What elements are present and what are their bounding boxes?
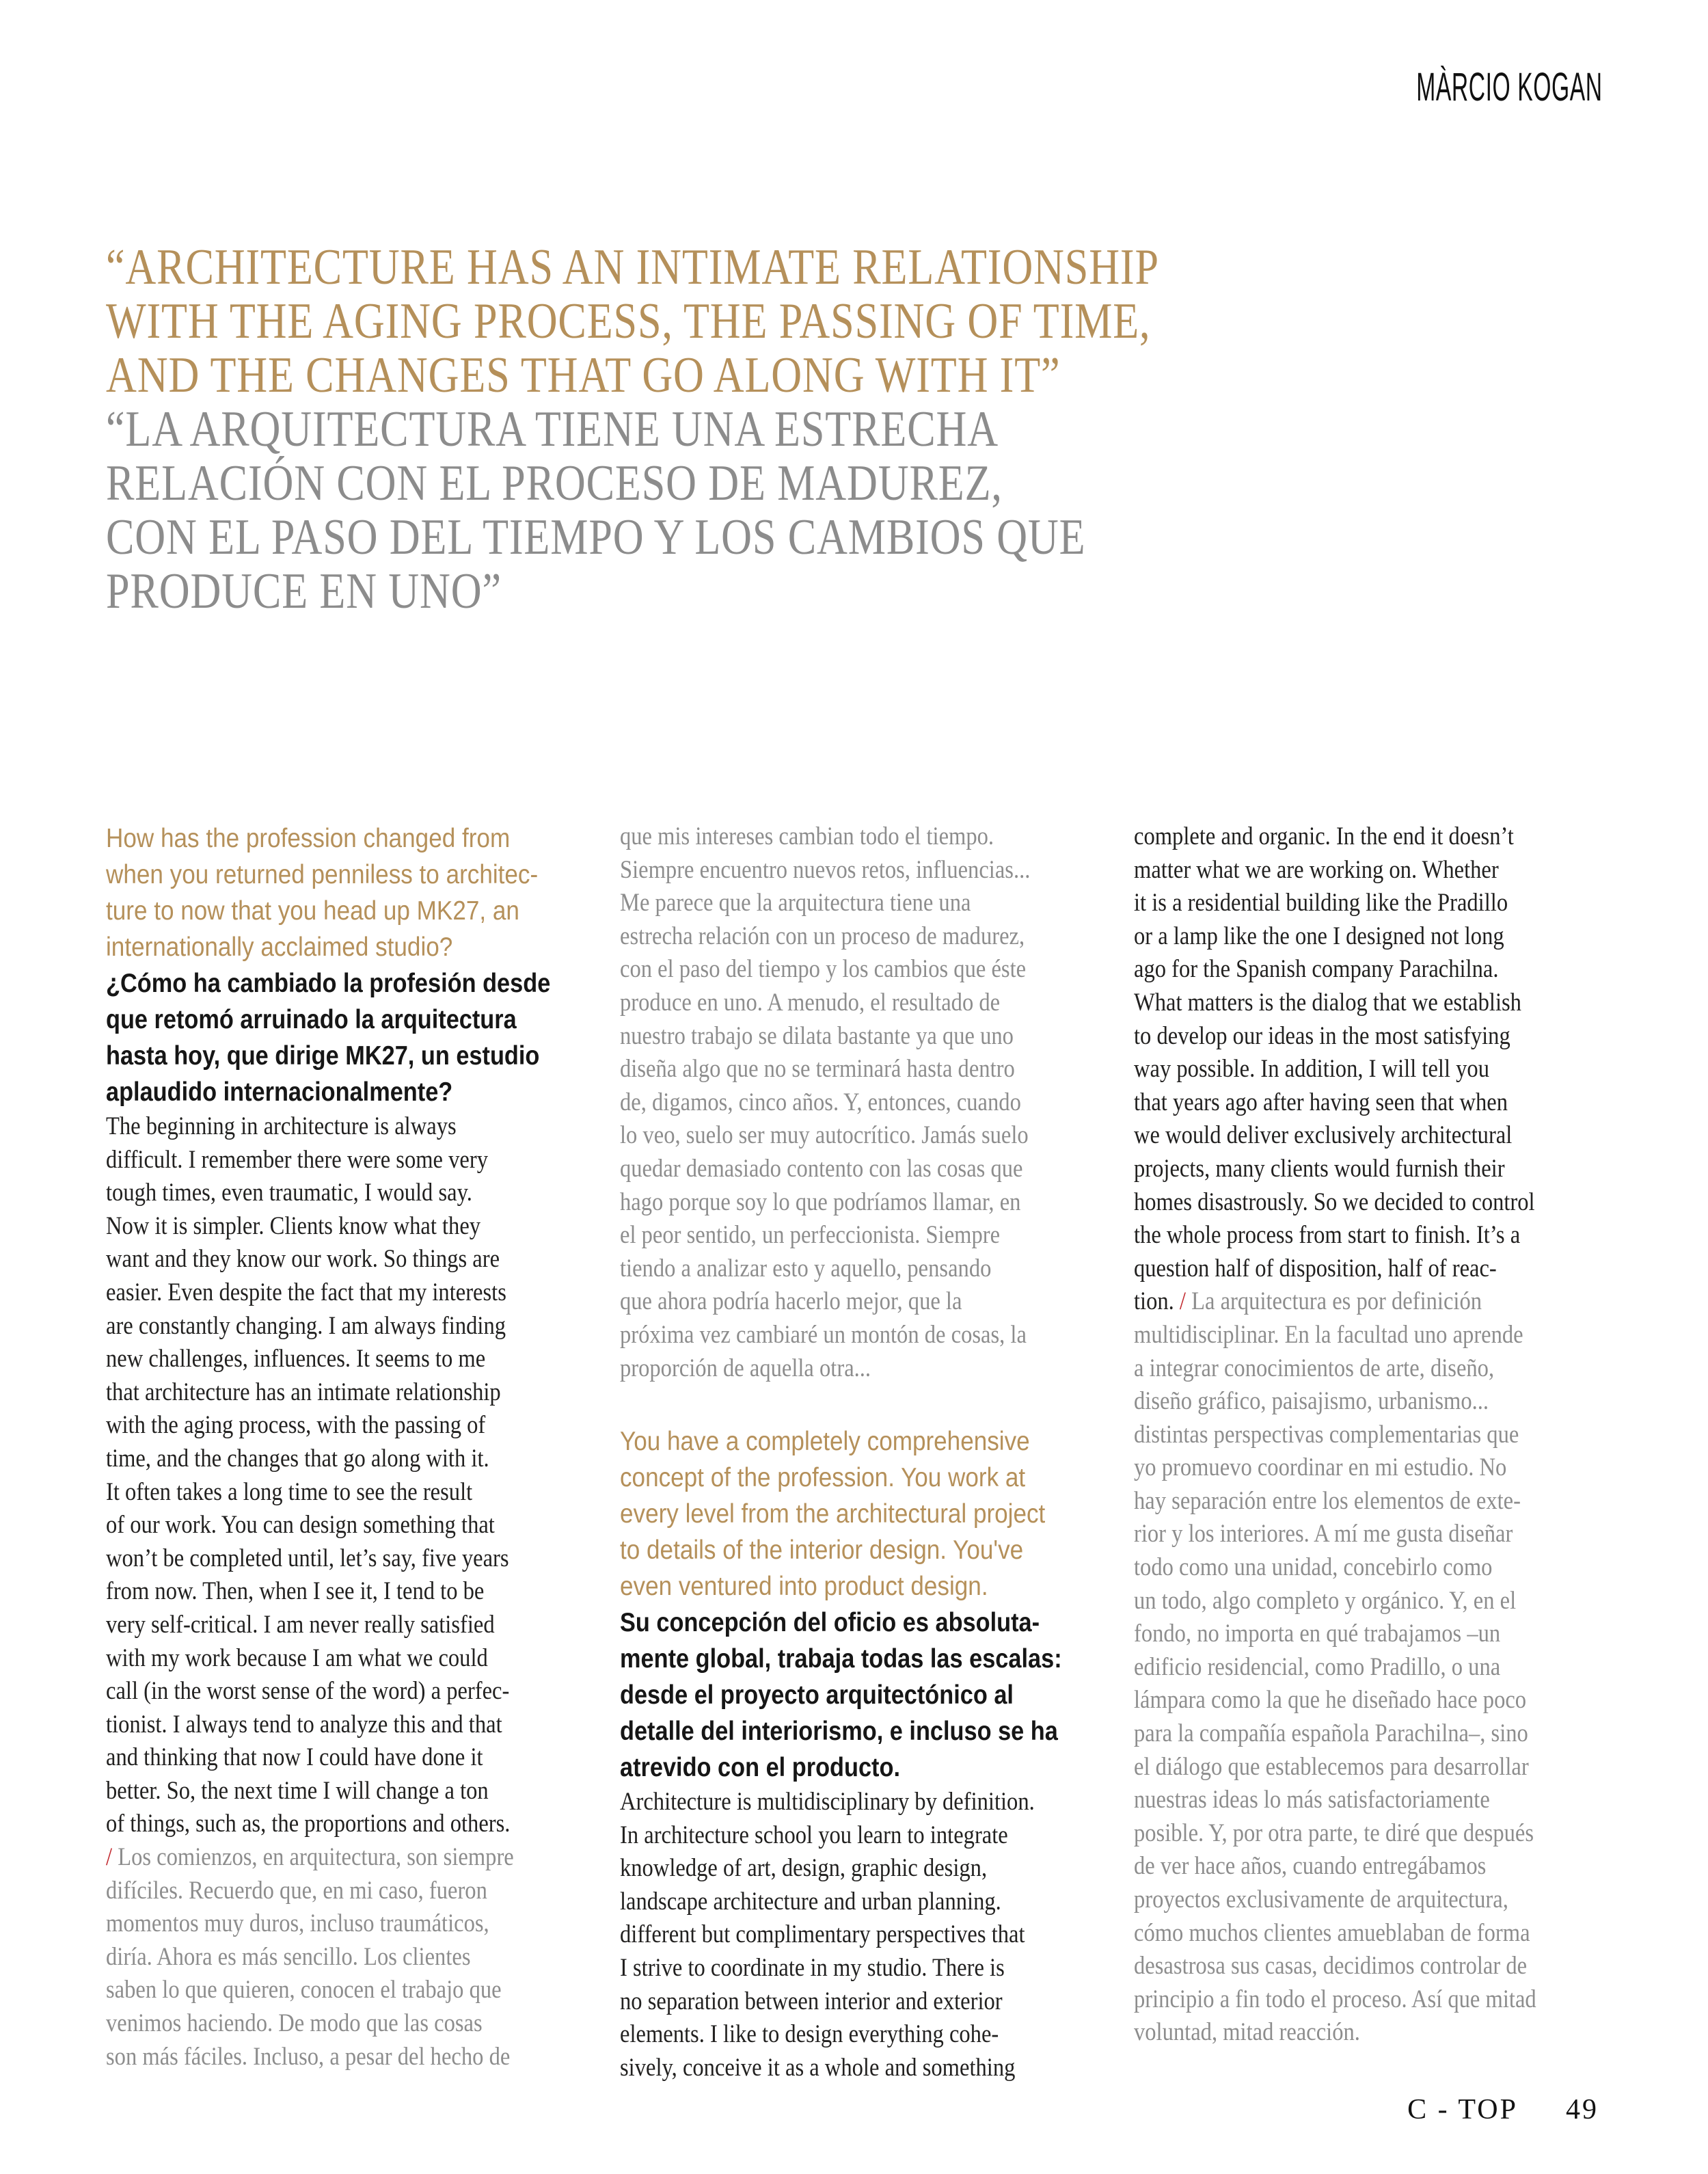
text-line: projects, many clients would furnish their: [1134, 1154, 1505, 1183]
text-line: edificio residencial, como Pradillo, o una: [1134, 1652, 1501, 1681]
segment-answer-es: [1134, 1319, 1614, 2050]
article-columns: [106, 820, 1614, 2084]
text-line: desde el proyecto arquitectónico al: [620, 1680, 1014, 1710]
text-line: How has the profession changed from: [106, 824, 511, 853]
text-line: tough times, even traumatic, I would say.: [106, 1179, 472, 1207]
text-line: to details of the interior design. You've: [620, 1535, 1024, 1566]
text-line: of our work. You can design something that: [106, 1511, 495, 1540]
text-line: principio a fin todo el proceso. Así que mitad: [1134, 1985, 1536, 2013]
text-line: new challenges, influences. It seems to me: [106, 1345, 486, 1373]
text-line: from now. Then, when I see it, I tend to be: [106, 1577, 485, 1606]
text-line: different but complimentary perspectives that: [620, 1920, 1025, 1949]
text-line: produce en uno. A menudo, el resultado de: [620, 988, 1001, 1017]
article-column-3: [1134, 820, 1614, 2084]
text-line: rior y los interiores. A mí me gusta diseñar: [1134, 1520, 1513, 1548]
red-slash-separator: /: [1179, 1287, 1186, 1316]
text-span: La arquitectura es por definición: [1185, 1287, 1482, 1316]
text-line: way possible. In addition, I will tell you: [1134, 1055, 1489, 1084]
text-line: nuestras ideas lo más satisfactoriamente: [1134, 1786, 1490, 1814]
footer-page-number: 49: [1566, 2094, 1599, 2125]
text-line: [1134, 1285, 1557, 1319]
pull-quote: [106, 241, 1359, 619]
text-span: tion.: [1134, 1287, 1180, 1316]
text-line: distintas perspectivas complementarias que: [1134, 1420, 1519, 1449]
text-line: or a lamp like the one I designed not long: [1134, 922, 1504, 950]
text-line: won’t be completed until, let’s say, five years: [106, 1544, 509, 1572]
text-line: tiendo a analizar esto y aquello, pensando: [620, 1254, 992, 1283]
text-line: de ver hace años, cuando entregábamos: [1134, 1852, 1487, 1881]
text-line: The beginning in architecture is always: [106, 1112, 457, 1140]
text-line: internationally acclaimed studio?: [106, 932, 453, 962]
text-line: aplaudido internacionalmente?: [106, 1077, 453, 1107]
text-line: sively, conceive it as a whole and something: [620, 2053, 1016, 2082]
text-line: homes disastrously. So we decided to control: [1134, 1187, 1535, 1216]
text-line: posible. Y, por otra parte, te diré que después: [1134, 1819, 1534, 1847]
text-line: venimos haciendo. De modo que las cosas: [106, 2009, 483, 2038]
text-line: Su concepción del oficio es absoluta-: [620, 1608, 1040, 1638]
text-line: matter what we are working on. Whether: [1134, 855, 1499, 884]
text-line: we would deliver exclusively architectural: [1134, 1121, 1513, 1150]
text-line: estrecha relación con un proceso de madurez,: [620, 922, 1025, 950]
text-line: saben lo que quieren, conocen el trabajo que: [106, 1976, 502, 2004]
article-column-1: [106, 820, 586, 2084]
text-line: desastrosa sus casas, decidimos controlar de: [1134, 1952, 1528, 1981]
text-line: better. So, the next time I will change a ton: [106, 1776, 489, 1805]
segment-question-en: [620, 1423, 1100, 1605]
pull-quote-line-en: AND THE CHANGES THAT GO ALONG WITH IT”: [106, 347, 1061, 403]
text-line: with my work because I am what we could: [106, 1643, 488, 1672]
text-line: call (in the worst sense of the word) a perfec-: [106, 1677, 510, 1706]
pull-quote-line-en: WITH THE AGING PROCESS, THE PASSING OF TIME,: [106, 293, 1151, 349]
text-line: want and they know our work. So things are: [106, 1245, 500, 1274]
segment-question-en: [106, 820, 586, 965]
footer-magazine-title: C - TOP: [1407, 2094, 1518, 2125]
footer: [1407, 2093, 1599, 2126]
red-slash-separator: /: [106, 1843, 113, 1872]
text-line: momentos muy duros, incluso traumáticos,: [106, 1909, 489, 1938]
text-line: ture to now that you head up MK27, an: [106, 896, 519, 926]
text-line: are constantly changing. I am always finding: [106, 1311, 506, 1340]
segment-answer-en: [620, 1786, 1100, 2084]
article-column-2: [620, 820, 1100, 2084]
text-line: ago for the Spanish company Parachilna.: [1134, 955, 1499, 984]
pull-quote-line-en: “ARCHITECTURE HAS AN INTIMATE RELATIONSHIP: [106, 239, 1159, 295]
text-line: with the aging process, with the passing of: [106, 1411, 486, 1440]
text-line: hay separación entre los elementos de exte-: [1134, 1486, 1521, 1515]
text-line: no separation between interior and exterior: [620, 1987, 1003, 2015]
text-line: elements. I like to design everything cohe-: [620, 2020, 999, 2049]
text-line: You have a completely comprehensive: [620, 1427, 1030, 1457]
text-line: very self-critical. I am never really satisfied: [106, 1610, 495, 1639]
segment-answer-en: [1134, 820, 1614, 1319]
text-line: que mis intereses cambian todo el tiempo.: [620, 822, 994, 850]
text-line: to develop our ideas in the most satisfying: [1134, 1021, 1510, 1050]
text-line: para la compañía española Parachilna–, sino: [1134, 1719, 1528, 1748]
segment-question-es: [106, 965, 586, 1110]
text-line: próxima vez cambiaré un montón de cosas, la: [620, 1320, 1027, 1349]
text-line: mente global, trabaja todas las escalas:: [620, 1644, 1062, 1674]
text-line: diría. Ahora es más sencillo. Los clientes: [106, 1942, 471, 1971]
text-line: tionist. I always tend to analyze this and that: [106, 1710, 502, 1739]
segment-answer-en: [106, 1110, 586, 1841]
text-line: yo promuevo coordinar en mi estudio. No: [1134, 1453, 1507, 1482]
text-line: hasta hoy, que dirige MK27, un estudio: [106, 1041, 540, 1071]
text-line: ¿Cómo ha cambiado la profesión desde: [106, 969, 551, 998]
text-line: multidisciplinar. En la facultad uno aprende: [1134, 1320, 1523, 1349]
text-line: [106, 1841, 529, 1875]
text-line: lámpara como la que he diseñado hace poco: [1134, 1686, 1527, 1715]
text-line: diseño gráfico, paisajismo, urbanismo...: [1134, 1387, 1489, 1416]
text-span: Los comienzos, en arquitectura, son siempre: [112, 1843, 514, 1872]
text-line: proporción de aquella otra...: [620, 1354, 871, 1382]
page-header-author: MÀRCIO KOGAN: [1416, 65, 1603, 109]
text-line: even ventured into product design.: [620, 1572, 988, 1602]
text-line: Siempre encuentro nuevos retos, influencias...: [620, 855, 1031, 884]
text-line: detalle del interiorismo, e incluso se ha: [620, 1717, 1058, 1747]
text-line: que retomó arruinado la arquitectura: [106, 1005, 517, 1034]
segment-answer-es: [106, 1841, 586, 2074]
text-line: question half of disposition, half of reac-: [1134, 1254, 1497, 1283]
text-line: the whole process from start to finish. It’s a: [1134, 1221, 1521, 1250]
segment-answer-es: [620, 820, 1100, 1385]
text-line: and thinking that now I could have done it: [106, 1743, 483, 1772]
text-line: It often takes a long time to see the result: [106, 1477, 473, 1506]
text-line: cómo muchos clientes amueblaban de forma: [1134, 1918, 1530, 1947]
text-line: el peor sentido, un perfeccionista. Siempre: [620, 1221, 1001, 1250]
text-line: complete and organic. In the end it doesn’t: [1134, 822, 1514, 850]
text-line: knowledge of art, design, graphic design,: [620, 1854, 988, 1883]
text-line: que ahora podría hacerlo mejor, que la: [620, 1287, 962, 1316]
text-line: de, digamos, cinco años. Y, entonces, cuando: [620, 1088, 1021, 1116]
segment-question-es: [620, 1605, 1100, 1786]
pull-quote-line-es: “LA ARQUITECTURA TIENE UNA ESTRECHA: [106, 401, 999, 457]
text-line: voluntad, mitad reacción.: [1134, 2018, 1360, 2047]
text-line: Architecture is multidisciplinary by definition.: [620, 1788, 1035, 1816]
text-line: What matters is the dialog that we establish: [1134, 988, 1521, 1017]
text-line: a integrar conocimientos de arte, diseño,: [1134, 1354, 1495, 1382]
text-line: el diálogo que establecemos para desarrollar: [1134, 1752, 1529, 1781]
text-line: that architecture has an intimate relationship: [106, 1378, 501, 1406]
text-line: every level from the architectural project: [620, 1499, 1046, 1529]
text-line: todo como una unidad, concebirlo como: [1134, 1553, 1493, 1582]
text-line: proyectos exclusivamente de arquitectura,: [1134, 1886, 1508, 1914]
text-line: atrevido con el producto.: [620, 1753, 900, 1783]
text-line: difficult. I remember there were some very: [106, 1145, 489, 1174]
text-line: son más fáciles. Incluso, a pesar del hecho de: [106, 2042, 511, 2071]
pull-quote-line-es: CON EL PASO DEL TIEMPO Y LOS CAMBIOS QUE: [106, 509, 1086, 565]
text-line: hago porque soy lo que podríamos llamar, en: [620, 1187, 1021, 1216]
text-line: difíciles. Recuerdo que, en mi caso, fueron: [106, 1876, 487, 1905]
text-line: con el paso del tiempo y los cambios que éste: [620, 955, 1027, 984]
pull-quote-line-es: RELACIÓN CON EL PROCESO DE MADUREZ,: [106, 455, 1003, 511]
text-line: lo veo, suelo ser muy autocrítico. Jamás suelo: [620, 1121, 1029, 1150]
text-line: nuestro trabajo se dilata bastante ya que uno: [620, 1021, 1014, 1050]
text-line: it is a residential building like the Pradillo: [1134, 889, 1508, 917]
text-line: quedar demasiado contento con las cosas que: [620, 1154, 1023, 1183]
text-line: In architecture school you learn to integrate: [620, 1821, 1008, 1849]
text-line: that years ago after having seen that when: [1134, 1088, 1508, 1116]
text-line: time, and the changes that go along with it.: [106, 1444, 489, 1473]
text-line: un todo, algo completo y orgánico. Y, en el: [1134, 1586, 1517, 1615]
pull-quote-line-es: PRODUCE EN UNO”: [106, 563, 502, 619]
text-line: of things, such as, the proportions and others.: [106, 1810, 511, 1838]
text-line: diseña algo que no se terminará hasta dentro: [620, 1055, 1015, 1084]
text-line: concept of the profession. You work at: [620, 1463, 1026, 1493]
text-line: fondo, no importa en qué trabajamos –un: [1134, 1620, 1501, 1648]
text-line: Me parece que la arquitectura tiene una: [620, 889, 971, 917]
text-line: Now it is simpler. Clients know what they: [106, 1211, 481, 1240]
text-line: easier. Even despite the fact that my interests: [106, 1278, 506, 1306]
text-line: landscape architecture and urban planning.: [620, 1887, 1001, 1916]
text-line: I strive to coordinate in my studio. There is: [620, 1954, 1005, 1983]
text-line: when you returned penniless to architec-: [106, 860, 539, 889]
